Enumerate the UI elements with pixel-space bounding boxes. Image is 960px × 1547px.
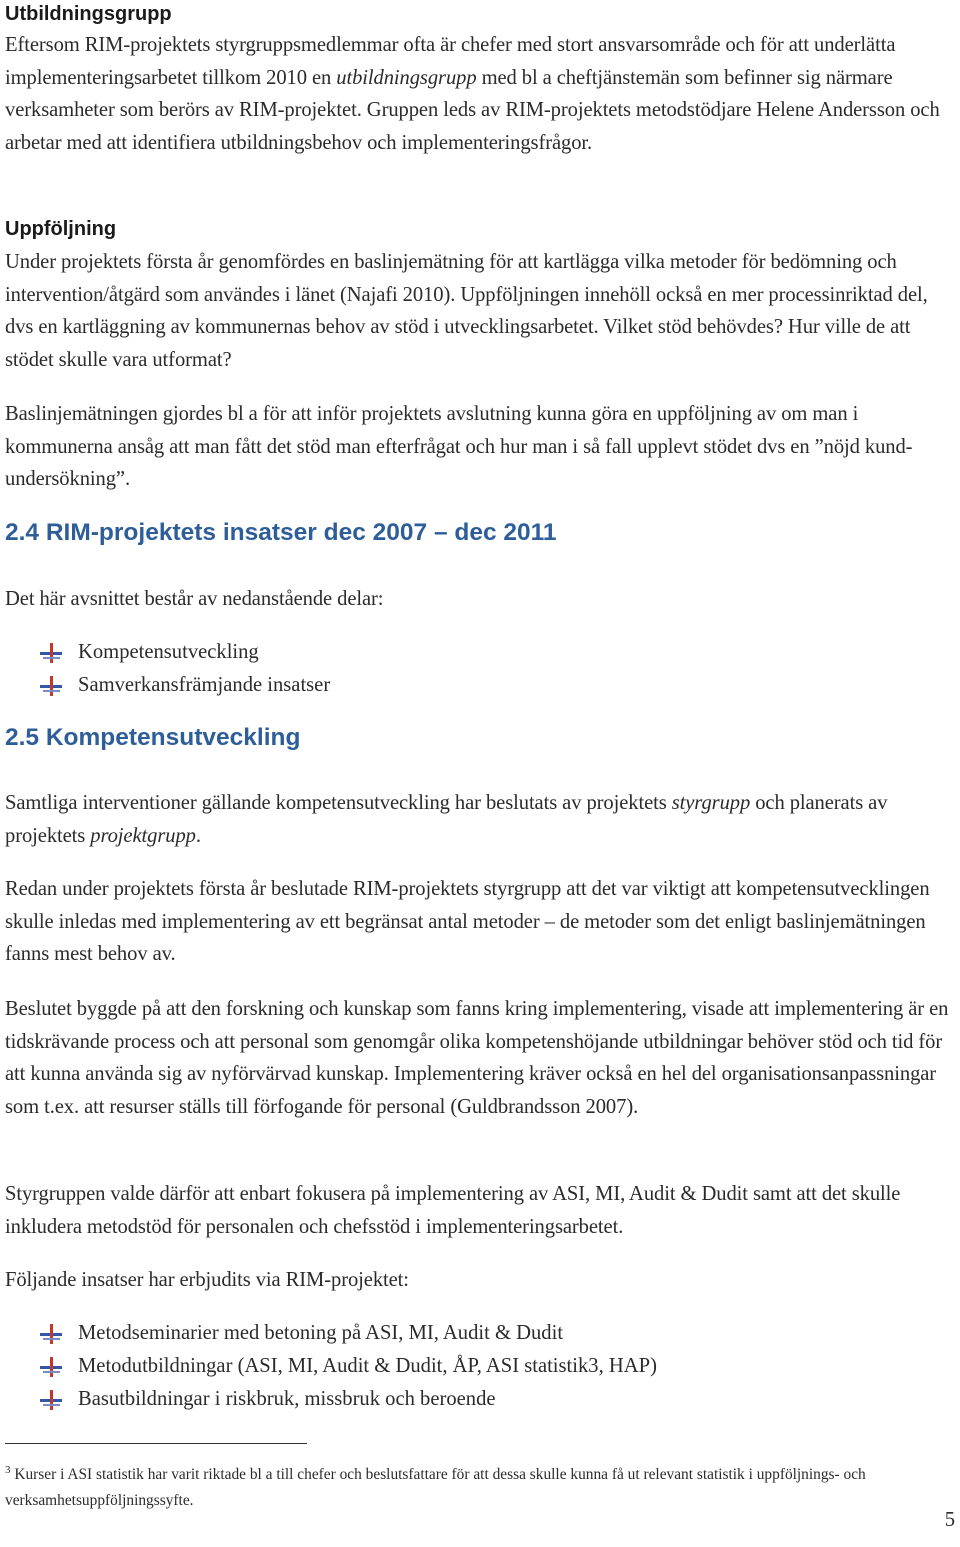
page-number: 5 xyxy=(944,1509,955,1531)
list-item: Basutbildningar i riskbruk, missbruk och beroende xyxy=(40,1383,657,1416)
paragraph-section-2-5-4: Styrgruppen valde därför att enbart fokusera på implementering av ASI, MI, Audit & Dudit samt att det skulle inkludera metodstöd för personalen och chefsstöd i implementeringsarbetet. xyxy=(5,1183,901,1238)
footnote: $^3$ Kurser i ASI statistik har varit riktade bl a till chefer och beslutsfattare för att dessa skulle kunna få ut relevant statistik i uppföljnings- och verksamhetsuppföljningssyfte. xyxy=(5,1464,866,1510)
paragraph-section-2-5-1: Samtliga interventioner gällande kompetensutveckling har beslutats av projektets styrgrupp och planerats av projektets projektgrupp. xyxy=(5,792,888,847)
heading-utbildningsgrupp: Utbildningsgrupp xyxy=(5,3,172,25)
footnote-separator xyxy=(5,1443,307,1444)
list-item: Samverkansfrämjande insatser xyxy=(40,669,330,702)
emphasis-styrgrupp: styrgrupp xyxy=(671,792,751,814)
arrow-bullet-icon xyxy=(40,676,64,696)
emphasis-projektgrupp: projektgrupp xyxy=(90,824,196,847)
paragraph-section-2-4-intro: Det här avsnittet består av nedanstående delar: xyxy=(5,588,384,610)
paragraph-section-2-5-2: Redan under projektets första år beslutade RIM-projektets styrgrupp att det var viktigt att kompetensutvecklingen skulle inledas med implementering av ett begränsat antal metoder – de metoder som det enligt baslinjemätningen fanns mest behov av. xyxy=(5,878,930,965)
paragraph-uppfoljning-2: Baslinjemätningen gjordes bl a för att inför projektets avslutning kunna göra en uppföljning av om man i kommunerna ansåg att man fått det stöd man efterfrågat och hur man i så fall upplevt stödet dvs en ”nöjd kund-undersökning”. xyxy=(5,403,913,490)
bullet-list-section-2-4 xyxy=(40,636,330,702)
arrow-bullet-icon xyxy=(40,1390,64,1410)
arrow-bullet-icon xyxy=(40,643,64,663)
footnote-marker: 3 xyxy=(5,1464,11,1476)
paragraph-section-2-5-3: Beslutet byggde på att den forskning och kunskap som fanns kring implementering, visade att implementering är en tidskrävande process och att personal som genomgår olika kompetenshöjande utbildningar behöver stöd och tid för att kunna använda sig av nyförvärvad kunskap. Implementering kräver också en hel del organisationsanpassningar som t.ex. att resurser ställs till förfogande för personal (Guldbrandsson 2007). xyxy=(5,998,949,1118)
bullet-list-section-2-5 xyxy=(40,1317,657,1416)
heading-section-2-5: 2.5 Kompetensutveckling xyxy=(5,724,301,751)
list-item: Kompetensutveckling xyxy=(40,636,330,669)
arrow-bullet-icon xyxy=(40,1357,64,1377)
paragraph-uppfoljning-1: Under projektets första år genomfördes en baslinjemätning för att kartlägga vilka metoder för bedömning och intervention/åtgärd som användes i länet (Najafi 2010). Uppföljningen innehöll också en mer processinriktad del, dvs en kartläggning av kommunernas behov av stöd i utvecklingsarbetet. Vilket stöd behövdes? Hur ville de att stödet skulle vara utformat? xyxy=(5,251,928,371)
paragraph-utbildningsgrupp: Eftersom RIM-projektets styrgruppsmedlemmar ofta är chefer med stort ansvarsområde och för att underlätta implementeringsarbetet tillkom 2010 en utbildningsgrupp med bl a cheftjänstemän som befinner sig närmare verksamheter som berörs av RIM-projektet. Gruppen leds av RIM-projektets metodstödjare Helene Andersson och arbetar med att identifiera utbildningsbehov och implementeringsfrågor. xyxy=(5,34,940,154)
paragraph-section-2-5-5: Följande insatser har erbjudits via RIM-projektet: xyxy=(5,1269,409,1291)
heading-uppfoljning: Uppföljning xyxy=(5,218,117,240)
arrow-bullet-icon xyxy=(40,1324,64,1344)
heading-section-2-4: 2.4 RIM-projektets insatser dec 2007 – dec 2011 xyxy=(5,519,557,546)
list-item: Metodutbildningar (ASI, MI, Audit & Dudit, ÅP, ASI statistik3, HAP) xyxy=(40,1350,657,1383)
list-item: Metodseminarier med betoning på ASI, MI, Audit & Dudit xyxy=(40,1317,657,1350)
emphasis-utbildningsgrupp: utbildningsgrupp xyxy=(336,66,477,89)
